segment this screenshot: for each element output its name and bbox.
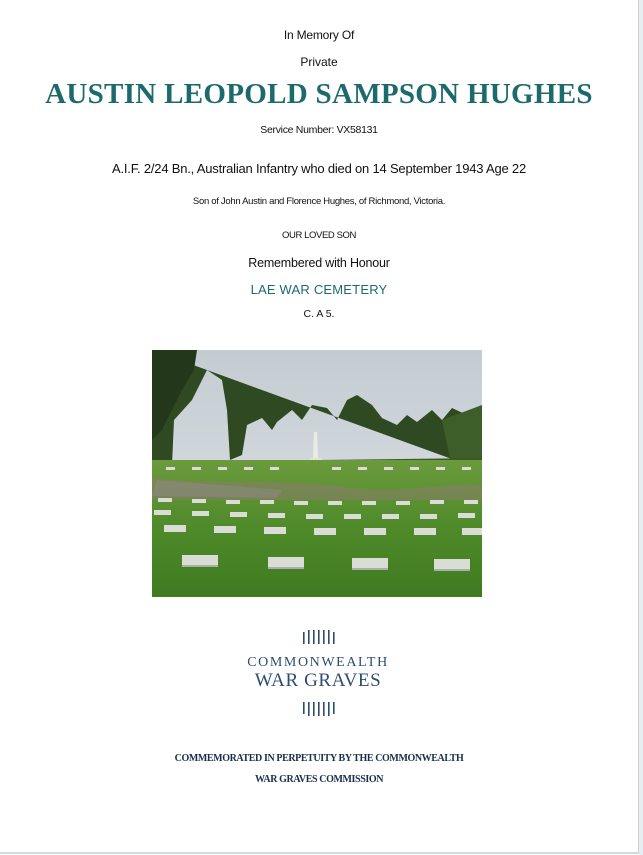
unit-and-death-details: A.I.F. 2/24 Bn., Australian Infantry who died on 14 September 1943 Age 22 [112,161,526,176]
cemetery-name: LAE WAR CEMETERY [250,282,388,297]
cwgc-logo-bars-bottom-icon [238,702,398,716]
rank: Private [300,55,338,69]
grave-reference: C. A 5. [303,308,335,320]
soldier-name: AUSTIN LEOPOLD SAMPSON HUGHES [45,78,593,110]
cwgc-logo-bars-icon [238,630,398,644]
cwgc-logo [238,630,398,716]
commemoration-line-1: COMMEMORATED IN PERPETUITY BY THE COMMONWEALTH [174,753,464,764]
commemoration-line-2: WAR GRAVES COMMISSION [254,774,384,785]
personal-inscription: OUR LOVED SON [282,230,356,241]
logo-line-1: COMMONWEALTH [247,655,389,670]
service-number: Service Number: VX58131 [260,124,378,136]
viewer-gutter [639,0,643,855]
in-memory-of-heading: In Memory Of [283,28,355,42]
remembered-with-honour: Remembered with Honour [248,256,390,270]
logo-line-2: WAR GRAVES [254,670,382,691]
cemetery-photo [152,350,482,597]
additional-info: Son of John Austin and Florence Hughes, of Richmond, Victoria. [192,196,446,207]
